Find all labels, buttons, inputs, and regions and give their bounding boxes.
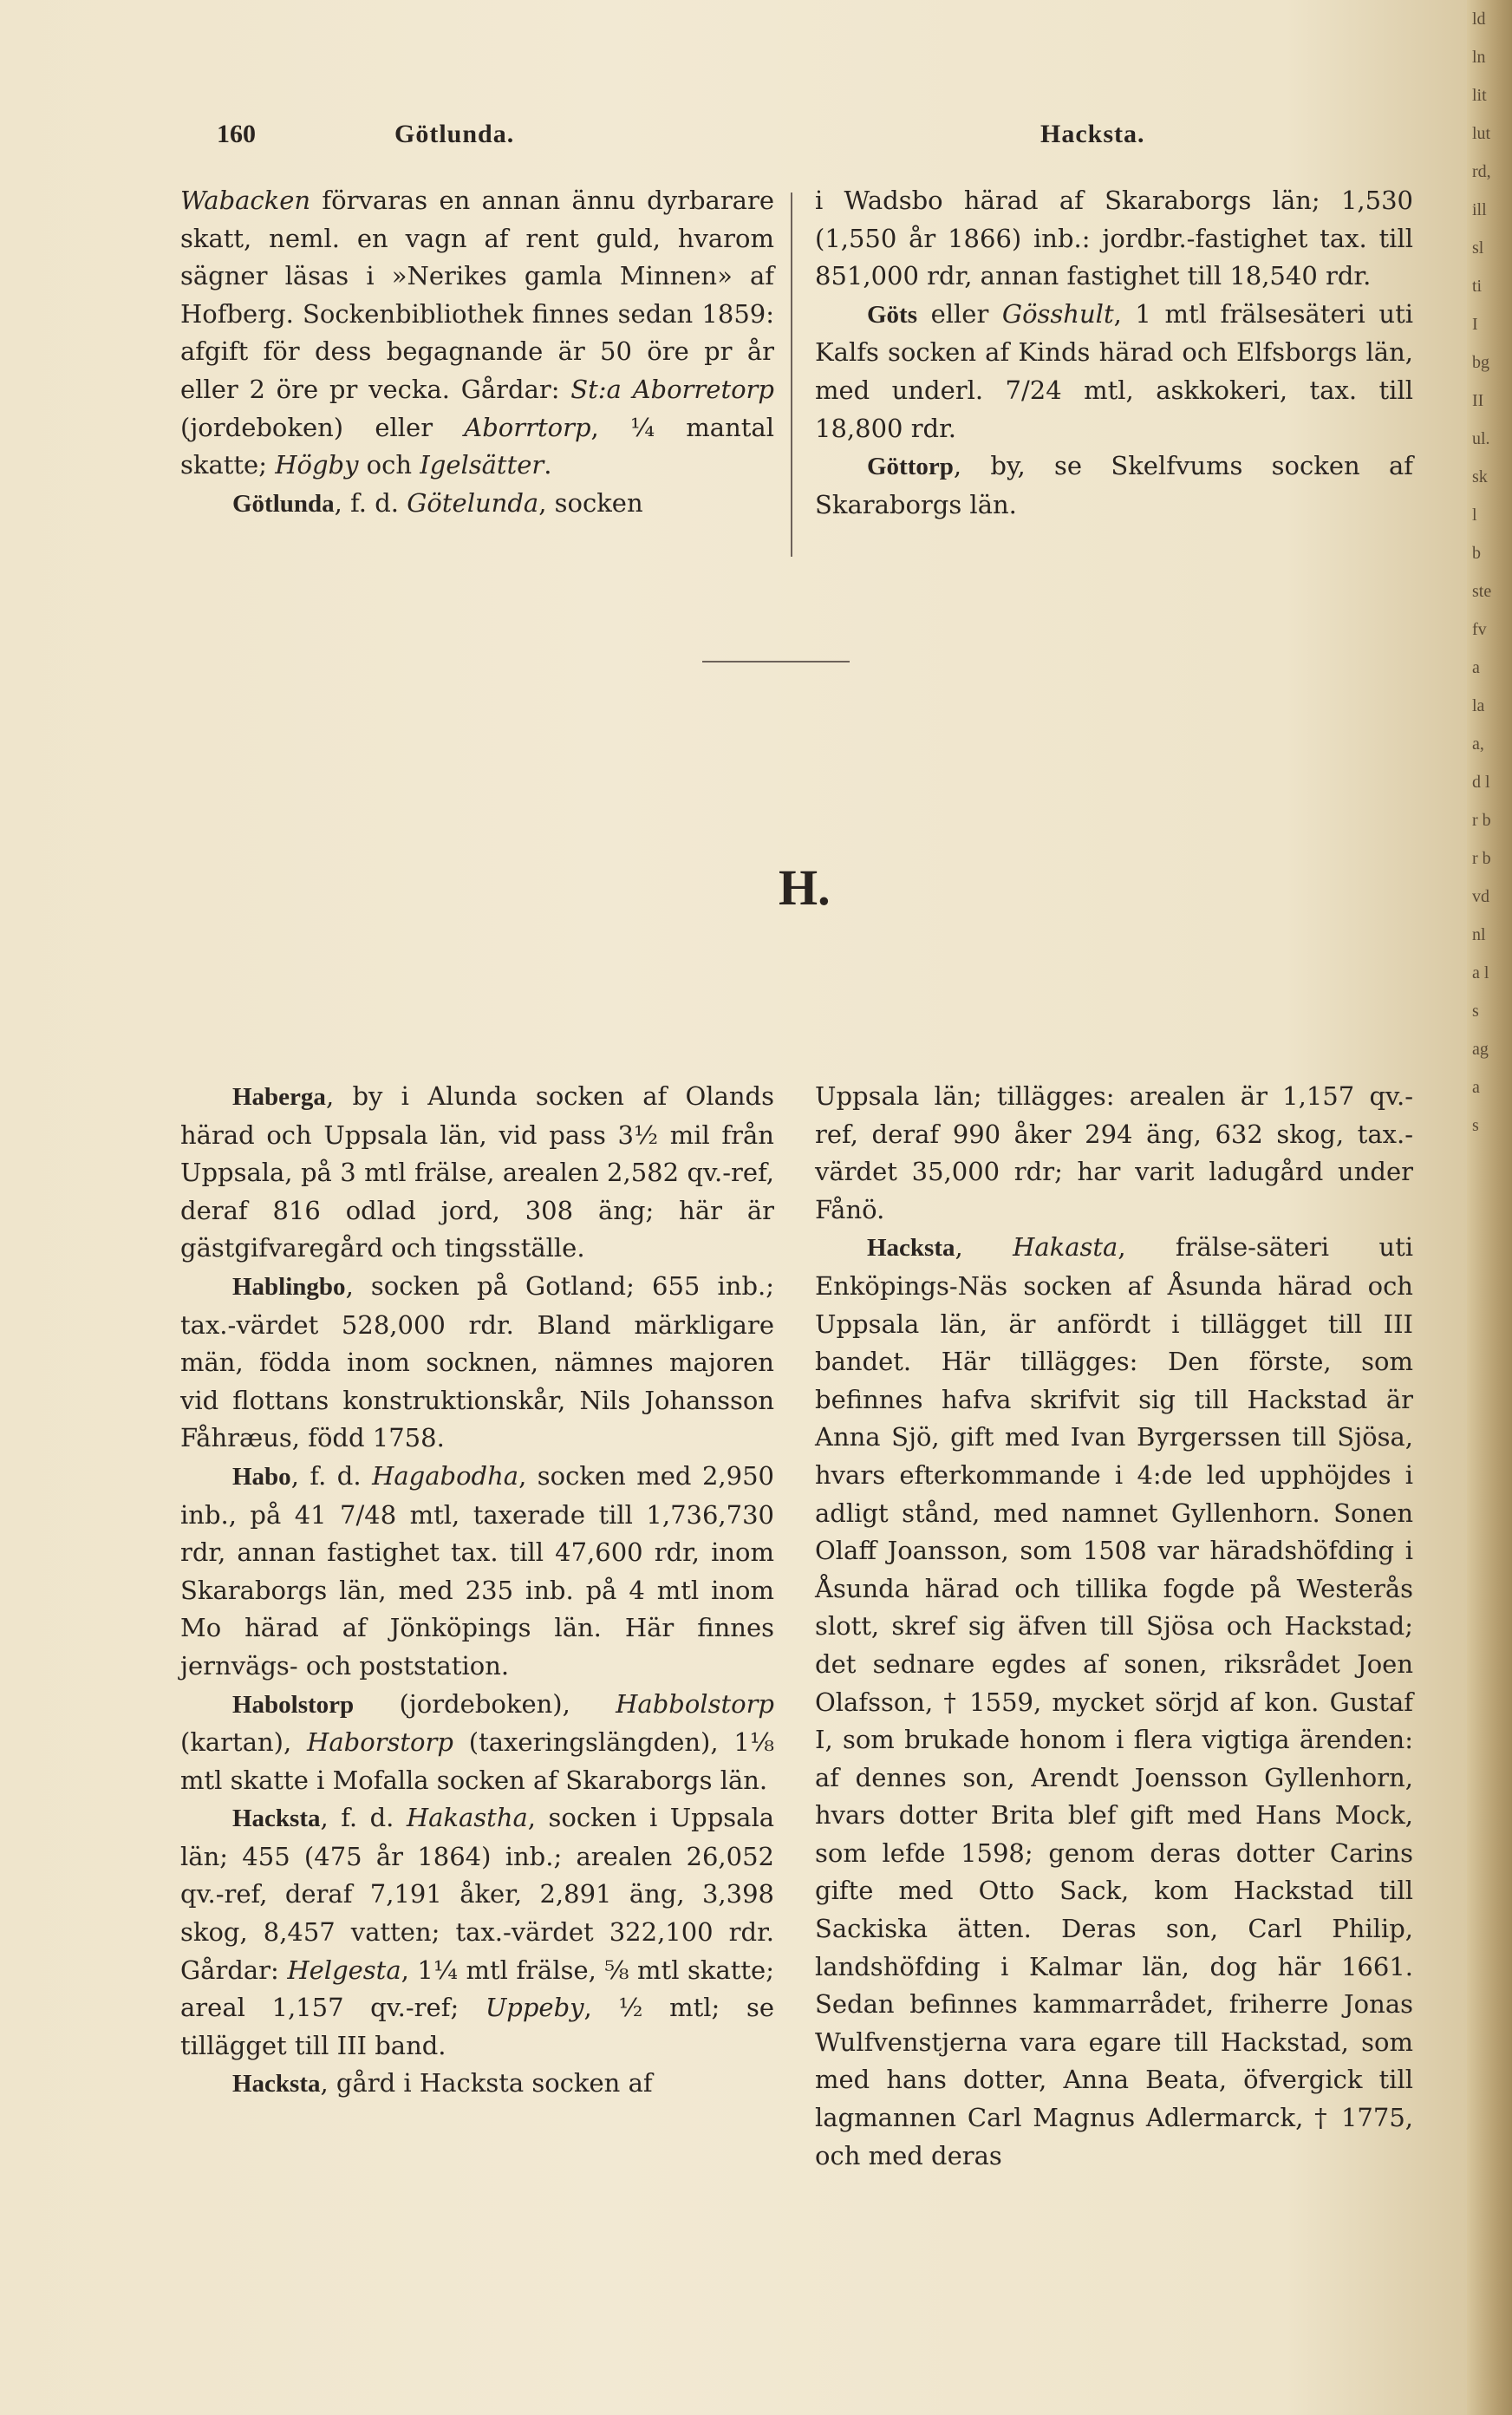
edge-text-fragment: a, xyxy=(1472,734,1484,754)
entry-headword: Hacksta xyxy=(867,1234,955,1263)
entry-headword: Hacksta xyxy=(232,2070,321,2098)
edge-text-fragment: nl xyxy=(1472,925,1486,944)
edge-text-fragment: a xyxy=(1472,658,1480,677)
entry-haberga: Haberga, by i Alunda socken af Olands härad och Uppsala län, vid pass 3½ mil från Uppsala, på 3 mtl frälse, arealen 2,582 qv.-ref, deraf 816 odlad jord, 308 äng; här är gästgifvaregård och tingsställe. xyxy=(180,1081,774,1263)
edge-text-fragment: I xyxy=(1472,315,1478,334)
edge-text-fragment: a xyxy=(1472,1078,1480,1097)
edge-text-fragment: sk xyxy=(1472,467,1488,486)
entry-headword: Hacksta xyxy=(232,1805,321,1833)
edge-text-fragment: ld xyxy=(1472,10,1486,29)
entry-headword: Haberga xyxy=(232,1083,326,1111)
edge-text-fragment: s xyxy=(1472,1116,1479,1135)
entry-headword: Habolstorp xyxy=(232,1690,355,1719)
section-letter-heading: H. xyxy=(779,859,831,916)
entry-headword: Göttorp xyxy=(867,453,954,481)
entry-gottorp: Göttorp, by, se Skelfvums socken af Skaraborgs län. xyxy=(815,451,1413,519)
edge-text-fragment: ti xyxy=(1472,277,1483,296)
section-divider xyxy=(702,661,850,662)
edge-text-fragment: rd, xyxy=(1472,162,1491,181)
adjacent-page-edge xyxy=(1467,0,1512,2415)
right-running-head: Hacksta. xyxy=(1040,120,1145,148)
entry-hablingbo: Hablingbo, socken på Gotland; 655 inb.; tax.-värdet 528,000 rdr. Bland märkligare män, födda inom socknen, nämnes majoren vid flottans konstruktionskår, Nils Johansson Fåhræus, född 1758. xyxy=(180,1270,774,1453)
edge-text-fragment: bg xyxy=(1472,353,1489,372)
edge-text-fragment: vd xyxy=(1472,887,1489,906)
entry-gots: Göts eller Gösshult, 1 mtl frälsesäteri uti Kalfs socken af Kinds härad och Elfsborgs län, med underl. 7/24 mtl, askkokeri, tax. till 18,800 rdr. xyxy=(815,298,1413,443)
page-number: 160 xyxy=(217,120,256,148)
column-divider xyxy=(791,193,792,557)
entry-continuation: i Wadsbo härad af Skaraborgs län; 1,530 (1,550 år 1866) inb.: jordbr.-fastighet tax. till 851,000 rdr, annan fastighet till 18,540 rdr. xyxy=(815,186,1413,291)
edge-text-fragment: r b xyxy=(1472,811,1491,830)
edge-text-fragment: b xyxy=(1472,544,1481,563)
edge-text-fragment: fv xyxy=(1472,620,1487,639)
edge-text-fragment: r b xyxy=(1472,849,1491,868)
entry-headword: Götlunda xyxy=(232,489,335,518)
left-running-head: Götlunda. xyxy=(394,120,515,148)
bottom-right-column xyxy=(815,1078,1413,2175)
edge-text-fragment: ste xyxy=(1472,582,1492,601)
edge-text-fragment: ln xyxy=(1472,48,1486,67)
entry-habo: Habo, f. d. Hagabodha, socken med 2,950 inb., på 41 7/48 mtl, taxerade till 1,736,730 rdr, annan fastighet tax. till 47,600 rdr, inom Skaraborgs län, med 235 inb. på 4 mtl inom Mo härad af Jönköpings län. Här finnes jernvägs- och poststation. xyxy=(180,1460,774,1681)
entry-paragraph: Wabacken förvaras en annan ännu dyrbarare skatt, neml. en vagn af rent guld, hvarom sägner läsas i »Nerikes gamla Minnen» af Hofberg. Sockenbibliothek finnes sedan 1859: afgift för dess begagnande är 50 öre pr år eller 2 öre pr vecka. Gårdar: St:a Aborretorp (jordeboken) eller Aborrtorp, ¼ mantal skatte; Högby och Igelsätter. xyxy=(180,186,774,480)
bottom-left-column xyxy=(180,1078,774,2104)
entry-hacksta-gard: Hacksta, gård i Hacksta socken af xyxy=(232,2068,653,2098)
edge-text-fragment: II xyxy=(1472,391,1484,410)
edge-text-fragment: ul. xyxy=(1472,429,1490,448)
edge-text-fragment: a l xyxy=(1472,963,1489,982)
edge-text-fragment: sl xyxy=(1472,238,1484,258)
edge-text-fragment: lit xyxy=(1472,86,1487,105)
edge-text-fragment: lut xyxy=(1472,124,1491,143)
entry-headword: Habo xyxy=(232,1462,291,1491)
entry-term: Wabacken xyxy=(180,186,311,215)
edge-text-fragment: la xyxy=(1472,696,1485,715)
entry-continuation: Uppsala län; tillägges: arealen är 1,157 qv.-ref, deraf 990 åker 294 äng, 632 skog, tax.-värdet 35,000 rdr; har varit ladugård under Fånö. xyxy=(815,1081,1413,1224)
entry-gotlunda: Götlunda, f. d. Götelunda, socken xyxy=(232,487,643,518)
edge-text-fragment: l xyxy=(1472,506,1477,525)
edge-text-fragment: ill xyxy=(1472,200,1487,219)
entry-hacksta-socken: Hacksta, f. d. Hakastha, socken i Uppsala län; 455 (475 år 1864) inb.; arealen 26,052 qv.-ref, deraf 7,191 åker, 2,891 äng, 3,398 skog, 8,457 vatten; tax.-värdet 322,100 rdr. Gårdar: Helgesta, 1¼ mtl frälse, ⅝ mtl skatte; areal 1,157 qv.-ref; Uppeby, ½ mtl; se tillägget till III band. xyxy=(180,1803,775,2060)
running-header xyxy=(169,113,1418,156)
edge-text-fragment: s xyxy=(1472,1002,1479,1021)
entry-hacksta-saeteri: Hacksta, Hakasta, frälse-säteri uti Enköpings-Näs socken af Åsunda härad och Uppsala län, är anfördt i tillägget till III bandet. Här tillägges: Den förste, som befinnes hafva skrifvit sig till Hackstad är Anna Sjö, gift med Ivan Byrgerssen till Sjösa, hvars efterkommande i 4:de led upphöjdes i adligt stånd, med namnet Gyllenhorn. Sonen Olaff Joansson, som 1508 var häradshöfding i Åsunda härad och tillika fogde på Westerås slott, skref sig äfven till Sjösa och Hackstad; det sednare egdes af sonen, riksrådet Joen Olafsson, † 1559, mycket sörjd af kon. Gustaf I, som brukade honom i flera vigtiga ärenden: af dennes son, Arendt Joensson Gyllenhorn, hvars dotter Brita blef gift med Hans Mock, som lefde 1598; genom deras dotter Carins gifte med Otto Sack, kom Hackstad till Sackiska ätten. Deras son, Carl Philip, landshöfding i Kalmar län, dog här 1661. Sedan befinnes kammarrådet, friherre Jonas Wulfvenstjerna vara egare till Hackstad, som med hans dotter, Anna Beata, öfvergick till lagmannen Carl Magnus Adlermarck, † 1775, och med deras xyxy=(815,1232,1414,2170)
top-right-column xyxy=(815,182,1413,524)
entry-headword: Göts xyxy=(867,300,917,329)
edge-text-fragment: ag xyxy=(1472,1040,1489,1059)
top-left-column xyxy=(180,182,774,523)
entry-headword: Hablingbo xyxy=(232,1272,346,1301)
edge-text-fragment: d l xyxy=(1472,773,1490,792)
entry-habolstorp: Habolstorp (jordeboken), Habbolstorp (kartan), Haborstorp (taxeringslängden), 1⅛ mtl skatte i Mofalla socken af Skaraborgs län. xyxy=(180,1688,774,1795)
